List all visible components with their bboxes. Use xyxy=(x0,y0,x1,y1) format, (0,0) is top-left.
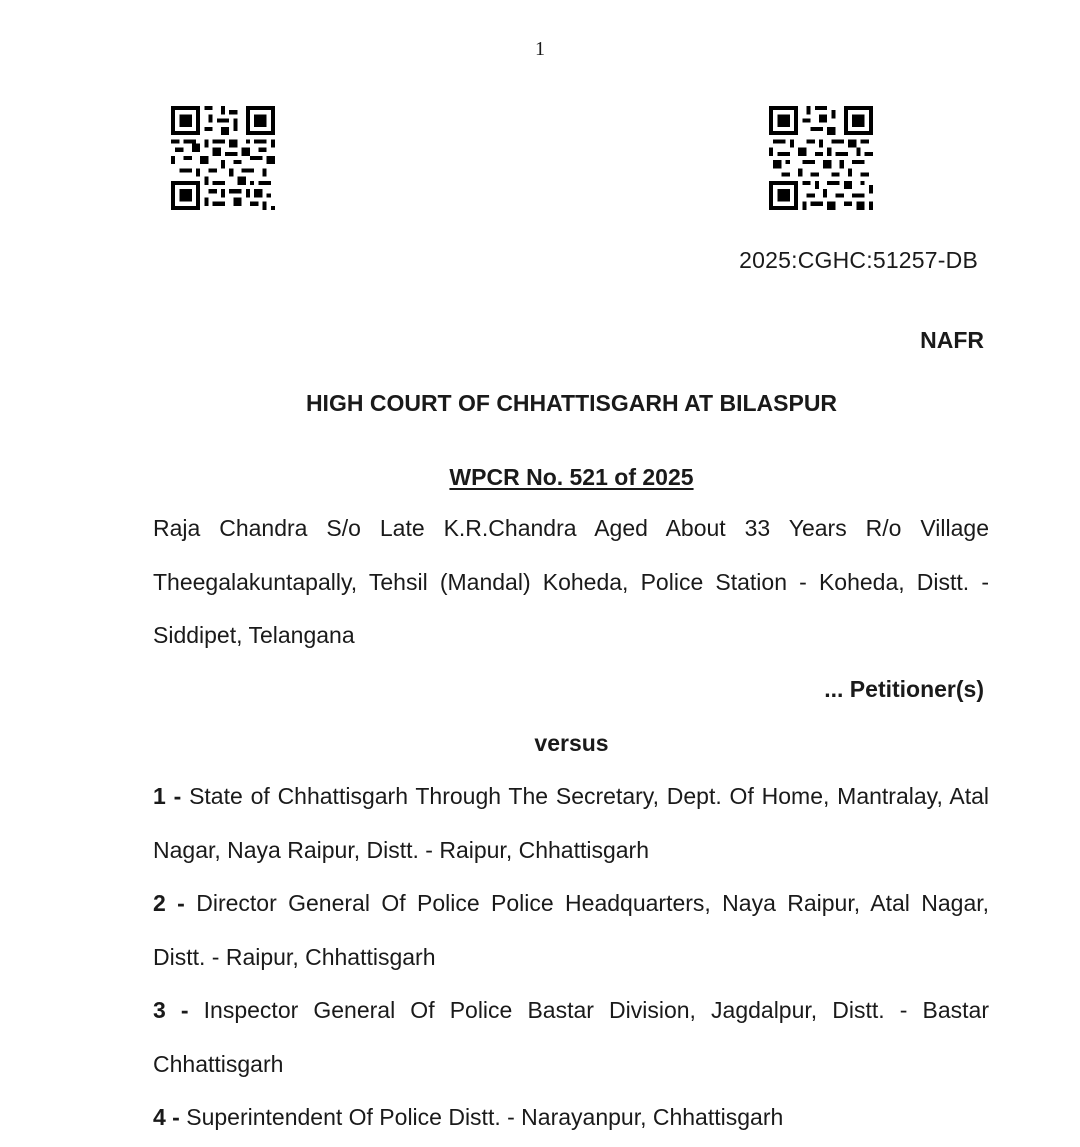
case-number: WPCR No. 521 of 2025 xyxy=(449,464,694,490)
respondent-item xyxy=(153,1091,989,1145)
court-title: HIGH COURT OF CHHATTISGARH AT BILASPUR xyxy=(305,390,838,416)
respondent-text: Director General Of Police Police Headquarters, Naya Raipur, Atal Nagar, Distt. - Raipur, Chhattisgarh xyxy=(153,890,990,970)
respondent-number: 1 - xyxy=(153,783,182,809)
qr-code-icon xyxy=(769,106,873,210)
respondent-text: Superintendent Of Police Distt. - Narayanpur, Chhattisgarh xyxy=(186,1104,784,1130)
nafr-label: NAFR xyxy=(920,327,984,353)
respondent-item xyxy=(153,770,989,877)
respondent-text: Inspector General Of Police Bastar Division, Jagdalpur, Distt. - Bastar Chhattisgarh xyxy=(153,997,990,1077)
petitioner-label: ... Petitioner(s) xyxy=(824,676,984,702)
versus-label: versus xyxy=(534,730,609,756)
page-number: 1 xyxy=(535,38,545,60)
respondent-number: 3 - xyxy=(153,997,189,1023)
respondent-item xyxy=(153,877,989,984)
respondent-number: 4 - xyxy=(153,1104,180,1130)
qr-code-icon xyxy=(171,106,275,210)
respondent-number: 2 - xyxy=(153,890,185,916)
respondent-item xyxy=(153,984,989,1091)
neutral-citation: 2025:CGHC:51257-DB xyxy=(739,247,978,273)
petitioner-details: Raja Chandra S/o Late K.R.Chandra Aged About 33 Years R/o Village Theegalakuntapally, Tehsil (Mandal) Koheda, Police Station - Koheda, Distt. - Siddipet, Telangana xyxy=(153,515,989,648)
respondent-text: State of Chhattisgarh Through The Secretary, Dept. Of Home, Mantralay, Atal Nagar, Naya Raipur, Distt. - Raipur, Chhattisgarh xyxy=(153,783,990,863)
